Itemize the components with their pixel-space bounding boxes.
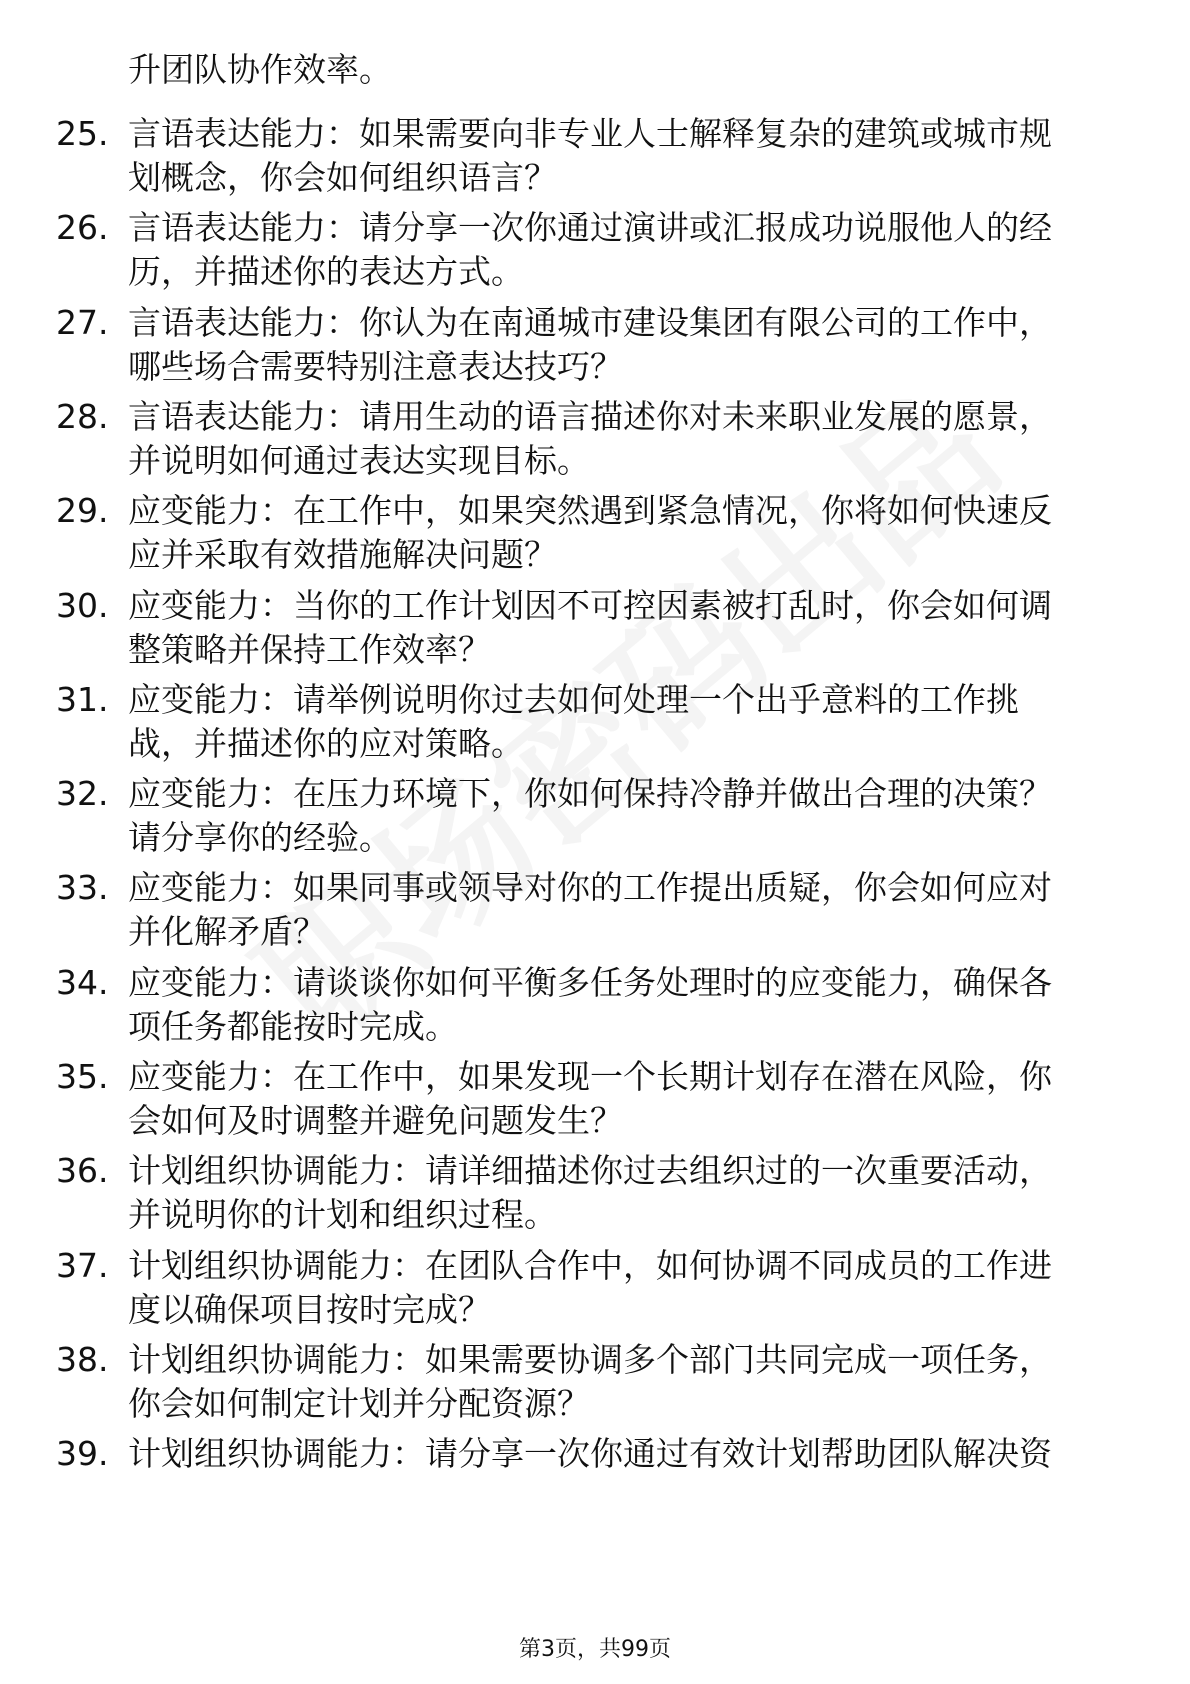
question-item — [56, 1338, 1108, 1426]
question-number: 33. — [56, 868, 109, 907]
question-item — [56, 301, 1108, 389]
question-number: 28. — [56, 397, 109, 436]
question-number: 37. — [56, 1246, 109, 1285]
question-line: 划概念，你会如何组织语言？ — [128, 158, 557, 197]
question-line: 应变能力：如果同事或领导对你的工作提出质疑，你会如何应对 — [128, 868, 1052, 907]
question-number: 25. — [56, 114, 109, 153]
question-line: 应并采取有效措施解决问题？ — [128, 535, 557, 574]
question-line: 并化解矛盾？ — [128, 912, 326, 951]
question-line: 言语表达能力：请分享一次你通过演讲或汇报成功说服他人的经 — [128, 208, 1052, 247]
question-line: 你会如何制定计划并分配资源？ — [128, 1384, 590, 1423]
question-line: 计划组织协调能力：请分享一次你通过有效计划帮助团队解决资 — [128, 1434, 1052, 1473]
question-line: 言语表达能力：请用生动的语言描述你对未来职业发展的愿景， — [128, 397, 1052, 436]
question-line: 应变能力：在压力环境下，你如何保持冷静并做出合理的决策？ — [128, 774, 1052, 813]
question-line: 应变能力：请谈谈你如何平衡多任务处理时的应变能力，确保各 — [128, 963, 1052, 1002]
question-item — [56, 489, 1108, 577]
question-line: 计划组织协调能力：请详细描述你过去组织过的一次重要活动， — [128, 1151, 1052, 1190]
question-number: 27. — [56, 303, 109, 342]
question-line: 言语表达能力：如果需要向非专业人士解释复杂的建筑或城市规 — [128, 114, 1052, 153]
question-item — [56, 961, 1108, 1049]
question-number: 39. — [56, 1434, 109, 1473]
question-item — [56, 1055, 1108, 1143]
question-line: 哪些场合需要特别注意表达技巧？ — [128, 347, 623, 386]
question-item — [56, 772, 1108, 860]
question-number: 32. — [56, 774, 109, 813]
question-line: 整策略并保持工作效率？ — [128, 630, 491, 669]
question-line: 应变能力：在工作中，如果发现一个长期计划存在潜在风险，你 — [128, 1057, 1052, 1096]
question-line: 应变能力：当你的工作计划因不可控因素被打乱时，你会如何调 — [128, 586, 1052, 625]
question-line: 历，并描述你的表达方式。 — [128, 252, 524, 291]
question-item — [56, 395, 1108, 483]
question-number: 34. — [56, 963, 109, 1002]
question-number: 35. — [56, 1057, 109, 1096]
question-item — [56, 678, 1108, 766]
question-line: 战，并描述你的应对策略。 — [128, 724, 524, 763]
question-number: 36. — [56, 1151, 109, 1190]
question-item — [56, 866, 1108, 954]
question-line: 会如何及时调整并避免问题发生？ — [128, 1101, 623, 1140]
question-item — [56, 206, 1108, 294]
question-line: 计划组织协调能力：在团队合作中，如何协调不同成员的工作进 — [128, 1246, 1052, 1285]
question-line: 计划组织协调能力：如果需要协调多个部门共同完成一项任务， — [128, 1340, 1052, 1379]
question-line: 并说明你的计划和组织过程。 — [128, 1195, 557, 1234]
question-item — [56, 1244, 1108, 1332]
question-line: 言语表达能力：你认为在南通城市建设集团有限公司的工作中， — [128, 303, 1052, 342]
page-footer: 第3页，共99页 — [519, 1637, 671, 1662]
question-item — [56, 1149, 1108, 1237]
question-line: 应变能力：在工作中，如果突然遇到紧急情况，你将如何快速反 — [128, 491, 1052, 530]
question-number: 30. — [56, 586, 109, 625]
question-number: 31. — [56, 680, 109, 719]
question-item — [56, 1432, 1108, 1476]
question-line: 项任务都能按时完成。 — [128, 1007, 458, 1046]
question-line: 并说明如何通过表达实现目标。 — [128, 441, 590, 480]
question-item — [56, 584, 1108, 672]
question-line: 度以确保项目按时完成？ — [128, 1290, 491, 1329]
continuation-text: 升团队协作效率。 — [128, 50, 392, 89]
question-number: 26. — [56, 208, 109, 247]
question-line: 应变能力：请举例说明你过去如何处理一个出乎意料的工作挑 — [128, 680, 1019, 719]
question-number: 38. — [56, 1340, 109, 1379]
question-item — [56, 112, 1108, 200]
question-line: 请分享你的经验。 — [128, 818, 392, 857]
question-number: 29. — [56, 491, 109, 530]
